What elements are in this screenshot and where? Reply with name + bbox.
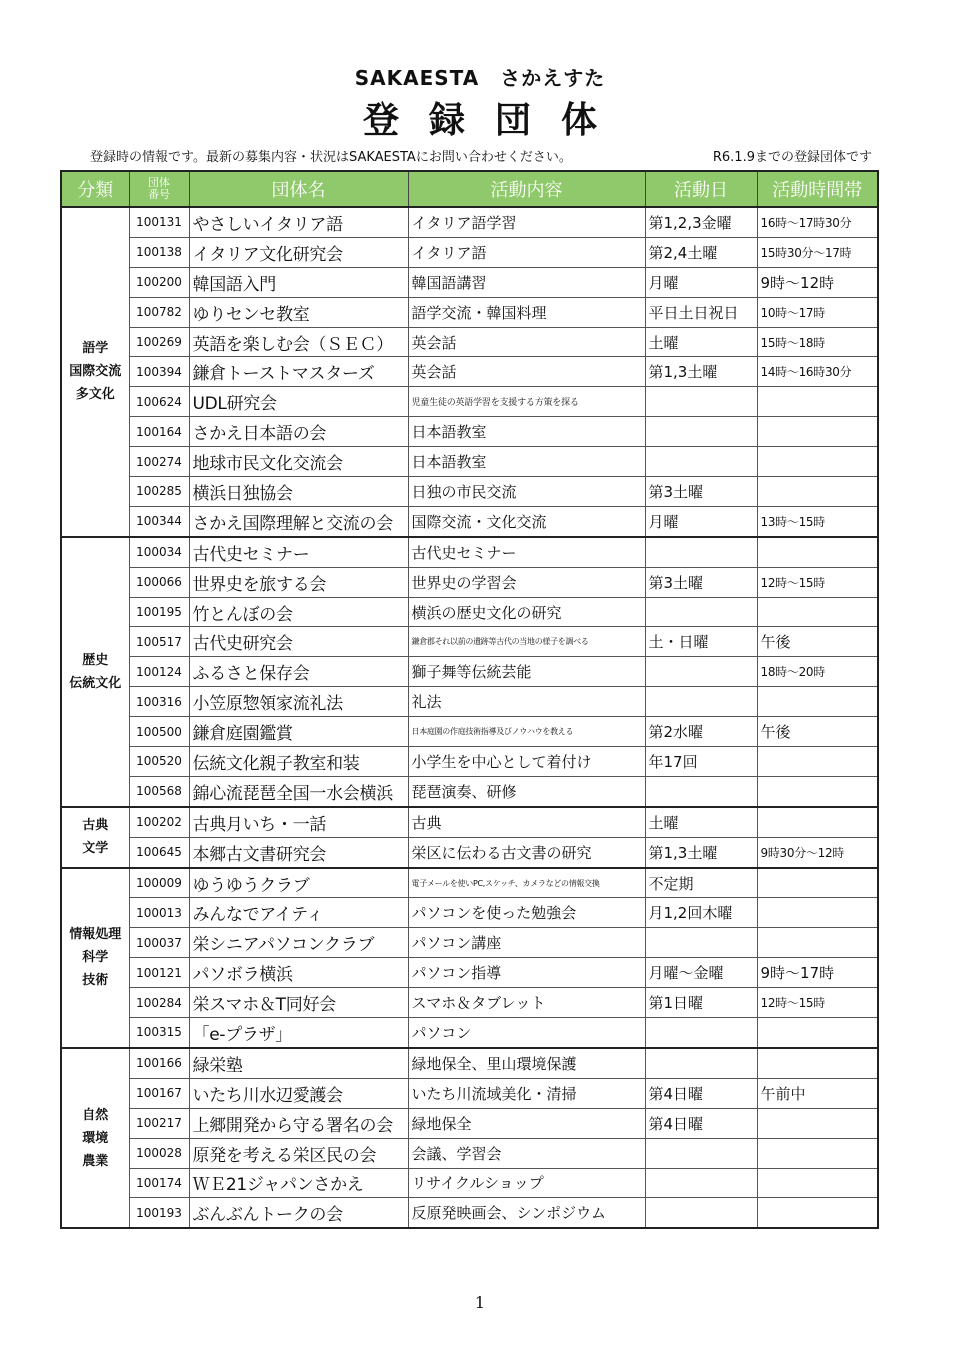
activity-day-cell — [645, 597, 757, 627]
activity-day-cell: 第4日曜 — [645, 1108, 757, 1138]
activity-day-cell: 第1日曜 — [645, 988, 757, 1018]
group-number-cell: 100166 — [129, 1048, 189, 1078]
activity-day-cell — [645, 447, 757, 477]
activity-day-cell — [645, 537, 757, 567]
activity-time-cell — [757, 1168, 878, 1198]
group-number-cell: 100009 — [129, 868, 189, 898]
activity-cell: スマホ＆タブレット — [408, 988, 645, 1018]
activity-day-cell — [645, 1048, 757, 1078]
activity-cell: 古代史セミナー — [408, 537, 645, 567]
group-number-cell: 100164 — [129, 417, 189, 447]
group-name-cell: イタリア文化研究会 — [189, 237, 408, 267]
activity-time-cell — [757, 868, 878, 898]
activity-cell: いたち川流域美化・清掃 — [408, 1078, 645, 1108]
activity-cell: リサイクルショップ — [408, 1168, 645, 1198]
activity-cell: 緑地保全、里山環境保護 — [408, 1048, 645, 1078]
group-name-cell: さかえ国際理解と交流の会 — [189, 506, 408, 536]
group-name-cell: 本郷古文書研究会 — [189, 837, 408, 867]
table-row — [61, 357, 878, 387]
activity-cell: 英会話 — [408, 327, 645, 357]
table-row — [61, 267, 878, 297]
activity-day-cell: 不定期 — [645, 868, 757, 898]
group-name-cell: 栄スマホ＆T同好会 — [189, 988, 408, 1018]
group-name-cell: 原発を考える栄区民の会 — [189, 1138, 408, 1168]
group-name-cell: 錦心流琵琶全国一水会横浜 — [189, 776, 408, 806]
group-number-cell: 100269 — [129, 327, 189, 357]
activity-day-cell — [645, 1018, 757, 1048]
group-name-cell: やさしいイタリア語 — [189, 207, 408, 237]
activity-cell: 小学生を中心として着付け — [408, 747, 645, 777]
activity-time-cell: 13時～15時 — [757, 506, 878, 536]
activity-day-cell — [645, 687, 757, 717]
group-number-cell: 100037 — [129, 928, 189, 958]
activity-day-cell — [645, 1168, 757, 1198]
table-row — [61, 898, 878, 928]
activity-cell: 横浜の歴史文化の研究 — [408, 597, 645, 627]
activity-time-cell — [757, 447, 878, 477]
activity-time-cell: 9時～12時 — [757, 267, 878, 297]
group-name-cell: 古典月いち・一話 — [189, 807, 408, 837]
activity-day-cell — [645, 387, 757, 417]
table-row — [61, 1078, 878, 1108]
table-row — [61, 837, 878, 867]
table-row — [61, 237, 878, 267]
activity-day-cell: 月1,2回木曜 — [645, 898, 757, 928]
group-name-cell: パソボラ横浜 — [189, 958, 408, 988]
activity-day-cell: 月曜 — [645, 267, 757, 297]
activity-time-cell: 午後 — [757, 627, 878, 657]
table-row — [61, 1048, 878, 1078]
activity-time-cell: 18時～20時 — [757, 657, 878, 687]
activity-cell: 日本語教室 — [408, 417, 645, 447]
activity-day-cell — [645, 657, 757, 687]
table-row — [61, 207, 878, 237]
table-row — [61, 387, 878, 417]
group-name-cell: みんなでアイティ — [189, 898, 408, 928]
group-number-cell: 100131 — [129, 207, 189, 237]
group-name-cell: 小笠原惣領家流礼法 — [189, 687, 408, 717]
group-number-cell: 100013 — [129, 898, 189, 928]
group-number-cell: 100568 — [129, 776, 189, 806]
group-number-cell: 100394 — [129, 357, 189, 387]
table-row — [61, 447, 878, 477]
group-number-cell: 100500 — [129, 717, 189, 747]
group-number-cell: 100167 — [129, 1078, 189, 1108]
activity-cell: 世界史の学習会 — [408, 567, 645, 597]
activity-cell: 国際交流・文化交流 — [408, 506, 645, 536]
activity-time-cell — [757, 687, 878, 717]
activity-time-cell — [757, 1138, 878, 1168]
activity-time-cell: 9時30分～12時 — [757, 837, 878, 867]
table-row — [61, 1138, 878, 1168]
group-number-cell: 100315 — [129, 1018, 189, 1048]
group-name-cell: 栄シニアパソコンクラブ — [189, 928, 408, 958]
category-cell: 自然 環境 農業 — [61, 1048, 129, 1228]
date-note: R6.1.9までの登録団体です — [712, 150, 872, 165]
activity-cell: イタリア語 — [408, 237, 645, 267]
group-number-cell: 100066 — [129, 567, 189, 597]
group-name-cell: ＷＥ21ジャパンさかえ — [189, 1168, 408, 1198]
activity-time-cell — [757, 1198, 878, 1228]
group-name-cell: 古代史セミナー — [189, 537, 408, 567]
activity-time-cell — [757, 417, 878, 447]
table-row — [61, 928, 878, 958]
group-number-cell: 100028 — [129, 1138, 189, 1168]
activity-time-cell: 9時～17時 — [757, 958, 878, 988]
activity-cell: 日本語教室 — [408, 447, 645, 477]
activity-time-cell — [757, 1048, 878, 1078]
category-cell: 情報処理 科学 技術 — [61, 868, 129, 1048]
activity-day-cell — [645, 928, 757, 958]
group-name-cell: 緑栄塾 — [189, 1048, 408, 1078]
activity-day-cell: 第3土曜 — [645, 477, 757, 507]
category-cell: 歴史 伝統文化 — [61, 537, 129, 807]
group-name-cell: ゆうゆうクラブ — [189, 868, 408, 898]
header-group-number: 団体 番号 — [129, 171, 189, 207]
activity-cell: パソコン — [408, 1018, 645, 1048]
group-number-cell: 100624 — [129, 387, 189, 417]
group-number-cell: 100782 — [129, 297, 189, 327]
activity-time-cell: 12時～15時 — [757, 988, 878, 1018]
group-number-cell: 100124 — [129, 657, 189, 687]
activity-time-cell — [757, 1018, 878, 1048]
activity-time-cell — [757, 477, 878, 507]
activity-cell: 反原発映画会、シンポジウム — [408, 1198, 645, 1228]
title-english: SAKAESTA さかえすた — [354, 66, 606, 90]
info-note: 登録時の情報です。最新の募集内容・状況はSAKAESTAにお問い合わせください。 — [90, 150, 572, 165]
group-name-cell: 英語を楽しむ会（ＳＥＣ） — [189, 327, 408, 357]
group-name-cell: ゆりセンセ教室 — [189, 297, 408, 327]
activity-cell: 鎌倉郡それ以前の遺跡等古代の当地の様子を調べる — [408, 627, 645, 657]
group-number-cell: 100284 — [129, 988, 189, 1018]
table-row — [61, 687, 878, 717]
group-number-cell: 100200 — [129, 267, 189, 297]
group-number-cell: 100217 — [129, 1108, 189, 1138]
activity-cell: 児童生徒の英語学習を支援する方策を探る — [408, 387, 645, 417]
table-header-row — [61, 171, 878, 207]
group-name-cell: 世界史を旅する会 — [189, 567, 408, 597]
activity-cell: 栄区に伝わる古文書の研究 — [408, 837, 645, 867]
header-group-name: 団体名 — [189, 171, 408, 207]
table-row — [61, 537, 878, 567]
table-row — [61, 506, 878, 536]
group-name-cell: 地球市民文化交流会 — [189, 447, 408, 477]
activity-day-cell: 第1,2,3金曜 — [645, 207, 757, 237]
group-number-cell: 100520 — [129, 747, 189, 777]
activity-day-cell: 第4日曜 — [645, 1078, 757, 1108]
table-row — [61, 1198, 878, 1228]
page-title: 登録団体 — [362, 100, 627, 141]
group-name-cell: 横浜日独協会 — [189, 477, 408, 507]
activity-time-cell: 14時～16時30分 — [757, 357, 878, 387]
activity-day-cell: 第3土曜 — [645, 567, 757, 597]
activity-cell: イタリア語学習 — [408, 207, 645, 237]
activity-cell: パソコン指導 — [408, 958, 645, 988]
activity-time-cell: 午前中 — [757, 1078, 878, 1108]
header-time: 活動時間帯 — [757, 171, 878, 207]
group-number-cell: 100121 — [129, 958, 189, 988]
table-row — [61, 958, 878, 988]
activity-time-cell — [757, 387, 878, 417]
group-name-cell: 「e-プラザ」 — [189, 1018, 408, 1048]
activity-time-cell: 12時～15時 — [757, 567, 878, 597]
activity-time-cell — [757, 1108, 878, 1138]
activity-day-cell: 第1,3土曜 — [645, 837, 757, 867]
activity-cell: 韓国語講習 — [408, 267, 645, 297]
table-row — [61, 1018, 878, 1048]
table-row — [61, 657, 878, 687]
activity-cell: 英会話 — [408, 357, 645, 387]
table-row — [61, 477, 878, 507]
activity-day-cell — [645, 776, 757, 806]
table-row — [61, 597, 878, 627]
activity-cell: パソコン講座 — [408, 928, 645, 958]
group-number-cell: 100274 — [129, 447, 189, 477]
group-number-cell: 100195 — [129, 597, 189, 627]
activity-cell: 語学交流・韓国料理 — [408, 297, 645, 327]
group-name-cell: UDL研究会 — [189, 387, 408, 417]
activity-day-cell: 月曜～金曜 — [645, 958, 757, 988]
activity-day-cell: 平日土日祝日 — [645, 297, 757, 327]
group-name-cell: 竹とんぼの会 — [189, 597, 408, 627]
activity-day-cell: 第2水曜 — [645, 717, 757, 747]
group-name-cell: 鎌倉庭園鑑賞 — [189, 717, 408, 747]
activity-time-cell: 午後 — [757, 717, 878, 747]
activity-day-cell: 土・日曜 — [645, 627, 757, 657]
registered-groups-table — [60, 170, 879, 1229]
category-cell: 語学 国際交流 多文化 — [61, 207, 129, 537]
table-row — [61, 807, 878, 837]
activity-day-cell: 土曜 — [645, 327, 757, 357]
table-row — [61, 776, 878, 806]
group-name-cell: さかえ日本語の会 — [189, 417, 408, 447]
header-category: 分類 — [61, 171, 129, 207]
group-number-cell: 100645 — [129, 837, 189, 867]
activity-cell: 古典 — [408, 807, 645, 837]
activity-cell: 琵琶演奏、研修 — [408, 776, 645, 806]
group-name-cell: いたち川水辺愛護会 — [189, 1078, 408, 1108]
activity-cell: 日本庭園の作庭技術指導及びノウハウを教える — [408, 717, 645, 747]
activity-day-cell: 土曜 — [645, 807, 757, 837]
group-number-cell: 100344 — [129, 506, 189, 536]
activity-day-cell: 第1,3土曜 — [645, 357, 757, 387]
activity-time-cell: 16時～17時30分 — [757, 207, 878, 237]
group-name-cell: 上郷開発から守る署名の会 — [189, 1108, 408, 1138]
activity-cell: パソコンを使った勉強会 — [408, 898, 645, 928]
table-row — [61, 417, 878, 447]
group-number-cell: 100316 — [129, 687, 189, 717]
table-row — [61, 988, 878, 1018]
activity-time-cell: 15時～18時 — [757, 327, 878, 357]
activity-time-cell: 10時～17時 — [757, 297, 878, 327]
group-number-cell: 100202 — [129, 807, 189, 837]
header-day: 活動日 — [645, 171, 757, 207]
group-number-cell: 100193 — [129, 1198, 189, 1228]
activity-time-cell — [757, 928, 878, 958]
table-row — [61, 868, 878, 898]
activity-day-cell — [645, 1198, 757, 1228]
table-row — [61, 1108, 878, 1138]
activity-cell: 緑地保全 — [408, 1108, 645, 1138]
table-row — [61, 297, 878, 327]
group-number-cell: 100517 — [129, 627, 189, 657]
activity-day-cell: 年17回 — [645, 747, 757, 777]
group-number-cell: 100285 — [129, 477, 189, 507]
header-activity: 活動内容 — [408, 171, 645, 207]
table-row — [61, 1168, 878, 1198]
activity-cell: 礼法 — [408, 687, 645, 717]
group-number-cell: 100174 — [129, 1168, 189, 1198]
activity-cell: 獅子舞等伝統芸能 — [408, 657, 645, 687]
group-name-cell: 古代史研究会 — [189, 627, 408, 657]
activity-time-cell — [757, 776, 878, 806]
activity-day-cell — [645, 1138, 757, 1168]
category-cell: 古典 文学 — [61, 807, 129, 868]
group-name-cell: 鎌倉トーストマスターズ — [189, 357, 408, 387]
activity-time-cell — [757, 597, 878, 627]
group-name-cell: ぶんぶんトークの会 — [189, 1198, 408, 1228]
group-number-cell: 100034 — [129, 537, 189, 567]
activity-time-cell — [757, 747, 878, 777]
activity-cell: 会議、学習会 — [408, 1138, 645, 1168]
group-name-cell: ふるさと保存会 — [189, 657, 408, 687]
activity-day-cell: 第2,4土曜 — [645, 237, 757, 267]
group-name-cell: 伝統文化親子教室和装 — [189, 747, 408, 777]
activity-time-cell — [757, 807, 878, 837]
page-number: 1 — [474, 1293, 486, 1312]
table-row — [61, 567, 878, 597]
activity-cell: 電子メールを使いPC,スケッチ、カメラなどの情報交換 — [408, 868, 645, 898]
activity-time-cell — [757, 898, 878, 928]
table-row — [61, 717, 878, 747]
activity-day-cell: 月曜 — [645, 506, 757, 536]
group-number-cell: 100138 — [129, 237, 189, 267]
table-row — [61, 747, 878, 777]
group-name-cell: 韓国語入門 — [189, 267, 408, 297]
activity-time-cell — [757, 537, 878, 567]
table-row — [61, 327, 878, 357]
activity-time-cell: 15時30分～17時 — [757, 237, 878, 267]
activity-day-cell — [645, 417, 757, 447]
activity-cell: 日独の市民交流 — [408, 477, 645, 507]
table-row — [61, 627, 878, 657]
table-body — [61, 207, 878, 1228]
